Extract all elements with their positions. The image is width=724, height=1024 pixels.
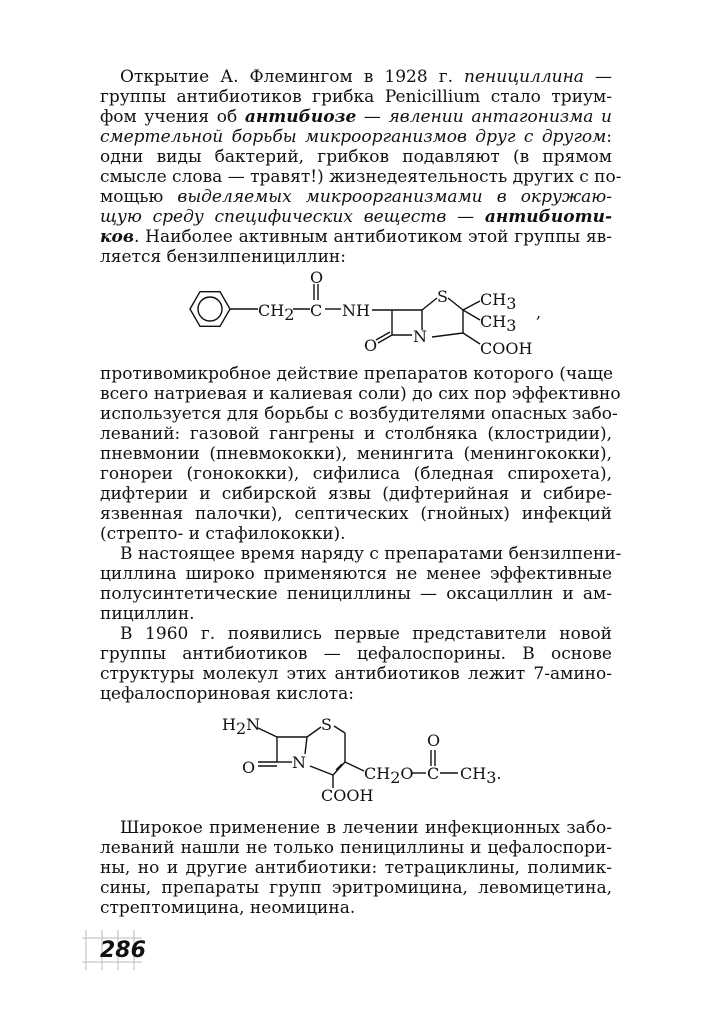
text-run: В 1960 г. появились первые представители новой — [120, 624, 612, 644]
oxygen-label: O — [242, 758, 256, 777]
text-run: мощью — [100, 187, 178, 207]
text-run: дифтерии и сибирской язвы (дифтерийная и сибире- — [100, 484, 612, 504]
emphasized-text: ков — [100, 227, 135, 247]
ch3-label: CH3. — [460, 764, 502, 787]
sulfur-label: S — [321, 715, 332, 734]
text-run: леваний нашли не только пенициллины и цефалоспори- — [100, 838, 612, 858]
text-run: . Наиболее активным антибиотиком этой группы яв- — [134, 227, 612, 247]
text-run: леваний: газовой гангрены и столбняка (клостридии), — [100, 424, 612, 444]
text-run: фом учения об — [100, 107, 245, 127]
text-run: полусинтетические пенициллины — оксациллин и ам- — [100, 584, 612, 604]
carbon-label: C — [310, 301, 323, 320]
text-run: группы антибиотиков грибка Penicillium стало триум- — [100, 87, 612, 107]
emphasized-text: антибиозе — [244, 107, 357, 127]
text-run: структуры молекул этих антибиотиков лежит 7-амино- — [100, 664, 612, 684]
cooh-label: COOH — [480, 339, 533, 358]
text-run: противомикробное действие препаратов которого (чаще — [100, 364, 614, 384]
text-run: смысле слова — травят!) жизнедеятельность других с по- — [100, 167, 622, 187]
oxygen-label: O — [310, 268, 324, 287]
emphasized-text: антибиоти- — [484, 207, 612, 227]
oxygen-label: O — [427, 731, 441, 750]
text-run: Широкое применение в лечении инфекционных забо- — [120, 818, 612, 838]
emphasized-text: щую среду специфических веществ — — [100, 207, 485, 227]
cooh-label: COOH — [321, 786, 374, 805]
text-run: (стрепто- и стафилококки). — [100, 524, 346, 544]
page-number-text: 286 — [100, 938, 146, 963]
emphasized-text: смертельной борьбы микроорганизмов друг с другом — [100, 127, 607, 147]
text-run: всего натриевая и калиевая соли) до сих пор эффективно — [100, 384, 621, 404]
text-run: Открытие А. Флемингом в 1928 г. — [120, 67, 465, 87]
oxygen-label: O — [364, 336, 378, 355]
text-run: пневмонии (пневмококки), менингита (менингококки), — [100, 444, 612, 464]
ch2-label: CH2 — [258, 301, 295, 324]
text-run: язвенная палочки), септических (гнойных) инфекций — [100, 504, 612, 524]
text-run: используется для борьбы с возбудителями опасных забо- — [100, 404, 618, 424]
text-run: : — [606, 127, 612, 147]
emphasized-text: выделяемых микроорганизмами в окружаю- — [177, 187, 612, 207]
nitrogen-label: N — [413, 327, 427, 346]
emphasized-text: пенициллина — — [464, 67, 612, 87]
text-run: В настоящее время наряду с препаратами бензилпени- — [120, 544, 622, 564]
ch3-label: CH3 — [480, 290, 517, 313]
amine-label: H2N — [222, 715, 261, 738]
comma: , — [536, 303, 542, 322]
emphasized-text: — явлении антагонизма и — [356, 107, 612, 127]
text-run: цефалоспориновая кислота: — [100, 684, 354, 704]
page-number — [82, 930, 146, 970]
ch2o-label: CH2O — [364, 764, 414, 787]
nh-label: NH — [342, 301, 370, 320]
text-run: ляется бензилпенициллин: — [100, 247, 346, 267]
text-run: пициллин. — [100, 604, 195, 624]
text-run: группы антибиотиков — цефалоспорины. В основе — [100, 644, 612, 664]
ch3-label: CH3 — [480, 312, 517, 335]
text-run: одни виды бактерий, грибков подавляют (в прямом — [100, 147, 612, 167]
carbon-label: C — [427, 764, 440, 783]
text-run: циллина широко применяются не менее эффективные — [100, 564, 612, 584]
text-run: гонореи (гонококки), сифилиса (бледная спирохета), — [100, 464, 612, 484]
text-run: стрептомицина, неомицина. — [100, 898, 356, 918]
sulfur-label: S — [437, 287, 448, 306]
text-run: ны, но и другие антибиотики: тетрациклины, полимик- — [100, 858, 612, 878]
nitrogen-label: N — [292, 753, 306, 772]
text-run: сины, препараты групп эритромицина, левомицетина, — [100, 878, 612, 898]
